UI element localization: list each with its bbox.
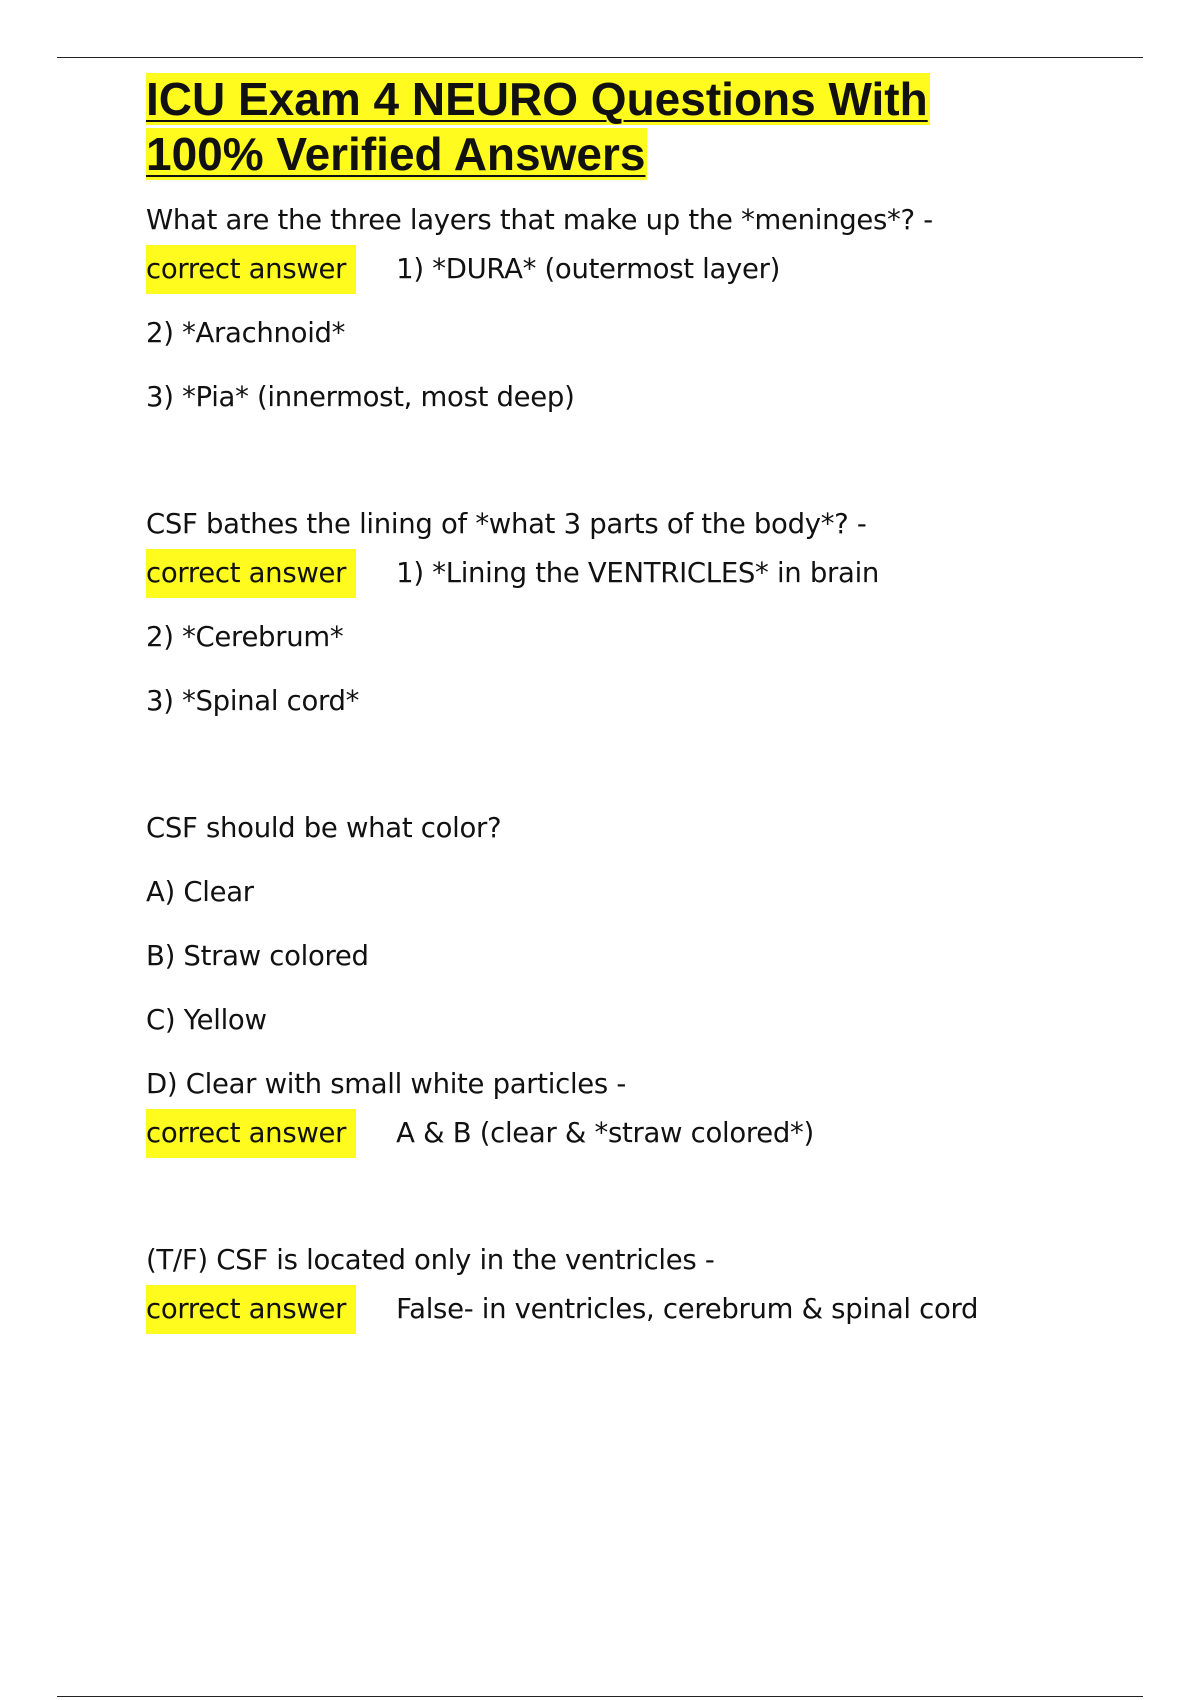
answer-text: A & B (clear & *straw colored*) — [396, 1117, 814, 1149]
answer-text: 1) *DURA* (outermost layer) — [396, 253, 781, 285]
correct-answer-label: correct answer — [146, 549, 356, 598]
answer-line: 2) *Arachnoid* — [146, 317, 346, 349]
question-text: (T/F) CSF is located only in the ventricles - — [146, 1244, 715, 1276]
qa-block-4 — [146, 1236, 1076, 1334]
qa-block-2 — [146, 500, 1076, 726]
question-text: What are the three layers that make up the *meninges*? - — [146, 204, 933, 236]
answer-line: 3) *Pia* (innermost, most deep) — [146, 381, 575, 413]
option-a: A) Clear — [146, 876, 254, 908]
qa-block-3 — [146, 804, 1076, 1158]
question-text: CSF should be what color? — [146, 812, 502, 844]
option-b: B) Straw colored — [146, 940, 369, 972]
correct-answer-label: correct answer — [146, 245, 356, 294]
document-body — [146, 72, 1076, 1334]
qa-block-1 — [146, 196, 1076, 422]
title-line-1: ICU Exam 4 NEURO Questions With — [146, 73, 928, 125]
answer-text: 1) *Lining the VENTRICLES* in brain — [396, 557, 880, 589]
answer-row — [146, 1109, 1076, 1158]
bottom-rule — [57, 1696, 1143, 1697]
top-rule — [57, 57, 1143, 58]
title-line-2: 100% Verified Answers — [146, 128, 646, 180]
question-text: CSF bathes the lining of *what 3 parts of the body*? - — [146, 508, 867, 540]
document-title — [146, 72, 1076, 182]
correct-answer-label: correct answer — [146, 1285, 356, 1334]
answer-line: 3) *Spinal cord* — [146, 685, 360, 717]
answer-line: 2) *Cerebrum* — [146, 621, 344, 653]
option-d: D) Clear with small white particles - — [146, 1068, 626, 1100]
correct-answer-label: correct answer — [146, 1109, 356, 1158]
answer-row — [146, 1285, 1076, 1334]
answer-text: False- in ventricles, cerebrum & spinal cord — [396, 1293, 979, 1325]
option-c: C) Yellow — [146, 1004, 267, 1036]
answer-row — [146, 245, 1076, 294]
answer-row — [146, 549, 1076, 598]
